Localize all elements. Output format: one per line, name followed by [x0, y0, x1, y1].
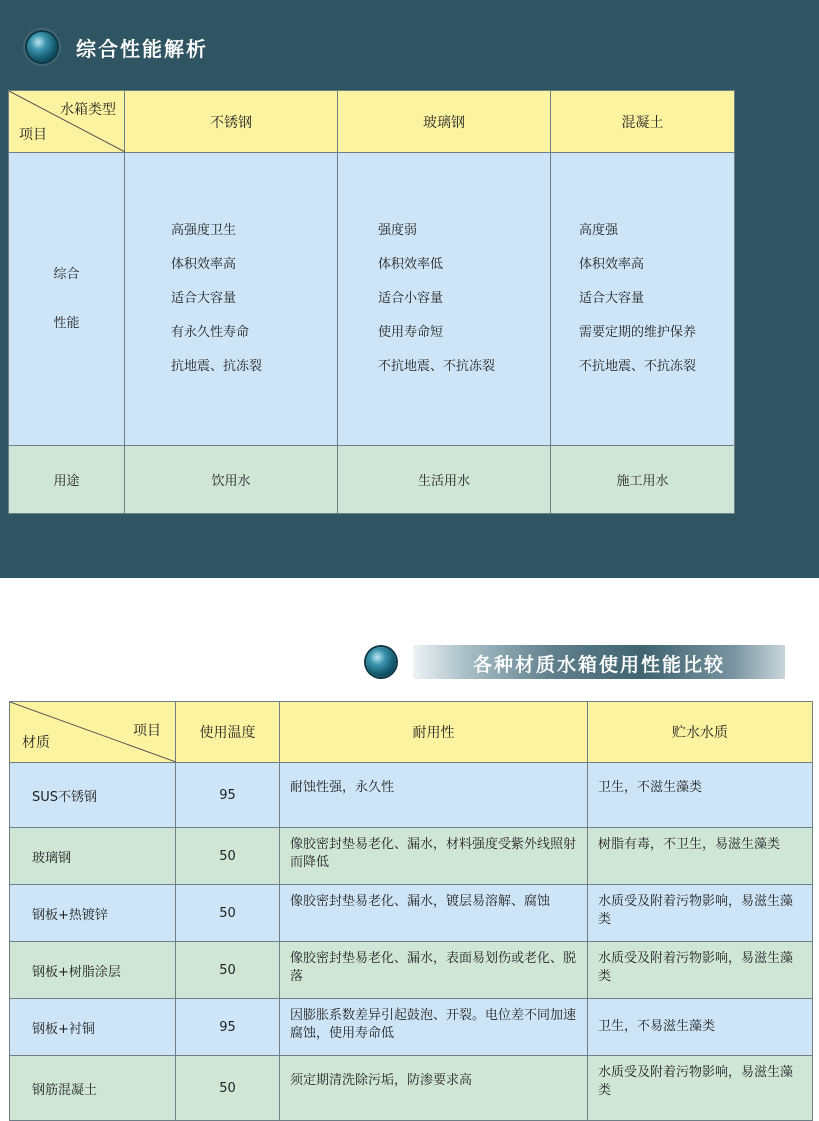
- column-header: 玻璃钢: [338, 91, 551, 153]
- list-item: 高强度卫生: [171, 223, 237, 238]
- temperature-cell: 50: [176, 828, 280, 885]
- table-row: [10, 999, 813, 1056]
- water-quality-cell: 水质受及附着污物影响，易滋生藻类: [588, 885, 813, 942]
- durability-cell: 像胶密封垫易老化、漏水，镀层易溶解、腐蚀: [280, 885, 588, 942]
- temperature-cell: 50: [176, 1056, 280, 1121]
- list-item: 体积效率高: [171, 257, 237, 272]
- material-cell: 玻璃钢: [10, 828, 176, 885]
- materials-table: [9, 701, 813, 1121]
- column-header: 使用温度: [176, 702, 280, 763]
- temperature-cell: 50: [176, 942, 280, 999]
- durability-cell: 因膨胀系数差异引起鼓泡、开裂。电位差不同加速腐蚀，使用寿命低: [280, 999, 588, 1056]
- list-item: 抗地震、抗冻裂: [171, 359, 263, 374]
- section2-banner: [413, 645, 785, 679]
- row-label-use: 用途: [9, 446, 125, 514]
- material-cell: 钢筋混凝土: [10, 1056, 176, 1121]
- durability-cell: 像胶密封垫易老化、漏水，表面易划伤或老化、脱落: [280, 942, 588, 999]
- list-item: 适合大容量: [579, 291, 645, 306]
- material-cell: 钢板+衬铜: [10, 999, 176, 1056]
- table-row: [9, 446, 735, 514]
- durability-cell: 像胶密封垫易老化、漏水，材料强度受紫外线照射而降低: [280, 828, 588, 885]
- row-label-text: 性能: [53, 316, 80, 331]
- list-item: 需要定期的维护保养: [579, 325, 697, 340]
- list-item: 适合小容量: [378, 291, 444, 306]
- corner-label-item: 项目: [19, 127, 47, 143]
- header-corner-cell: [9, 91, 125, 153]
- performance-table: [8, 90, 735, 514]
- list-item: 不抗地震、不抗冻裂: [378, 359, 496, 374]
- durability-cell: 须定期清洗除污垢，防渗要求高: [280, 1056, 588, 1121]
- water-quality-cell: 卫生，不易滋生藻类: [588, 999, 813, 1056]
- column-header: 不锈钢: [125, 91, 338, 153]
- perf-cell-concrete: [551, 153, 735, 446]
- table-row: [10, 828, 813, 885]
- row-label-text: 综合: [53, 267, 80, 282]
- perf-cell-stainless: [125, 153, 338, 446]
- row-label-performance: [9, 153, 125, 446]
- list-item: 高度强: [579, 223, 619, 238]
- table-row: [10, 885, 813, 942]
- use-cell: 施工用水: [551, 446, 735, 514]
- material-cell: 钢板+热镀锌: [10, 885, 176, 942]
- water-quality-cell: 水质受及附着污物影响，易滋生藻类: [588, 942, 813, 999]
- section2-title: 各种材质水箱使用性能比较: [472, 654, 725, 676]
- table-row: [10, 763, 813, 828]
- list-item: 不抗地震、不抗冻裂: [579, 359, 697, 374]
- table-header-row: [10, 702, 813, 763]
- header-corner-cell: [10, 702, 176, 763]
- durability-cell: 耐蚀性强，永久性: [280, 763, 588, 828]
- column-header: 耐用性: [280, 702, 588, 763]
- temperature-cell: 95: [176, 999, 280, 1056]
- section1-title: 综合性能解析: [76, 37, 208, 61]
- column-header: 混凝土: [551, 91, 735, 153]
- bullet-orb-icon: [27, 32, 57, 62]
- temperature-cell: 95: [176, 763, 280, 828]
- water-quality-cell: 卫生，不滋生藻类: [588, 763, 813, 828]
- water-quality-cell: 树脂有毒，不卫生，易滋生藻类: [588, 828, 813, 885]
- list-item: 有永久性寿命: [171, 325, 250, 340]
- corner-label-type: 水箱类型: [60, 102, 116, 118]
- list-item: 体积效率高: [579, 257, 645, 272]
- use-cell: 饮用水: [125, 446, 338, 514]
- temperature-cell: 50: [176, 885, 280, 942]
- list-item: 使用寿命短: [378, 325, 444, 340]
- table-row: [10, 1056, 813, 1121]
- perf-cell-fiberglass: [338, 153, 551, 446]
- bullet-orb-icon: [366, 647, 396, 677]
- material-cell: 钢板+树脂涂层: [10, 942, 176, 999]
- table-header-row: [9, 91, 735, 153]
- corner-label-item: 项目: [133, 723, 161, 739]
- table-row: [9, 153, 735, 446]
- column-header: 贮水水质: [588, 702, 813, 763]
- list-item: 体积效率低: [378, 257, 444, 272]
- table-row: [10, 942, 813, 999]
- list-item: 强度弱: [378, 223, 418, 238]
- use-cell: 生活用水: [338, 446, 551, 514]
- list-item: 适合大容量: [171, 291, 237, 306]
- corner-label-material: 材质: [22, 735, 50, 751]
- water-quality-cell: 水质受及附着污物影响，易滋生藻类: [588, 1056, 813, 1121]
- material-cell: SUS不锈钢: [10, 763, 176, 828]
